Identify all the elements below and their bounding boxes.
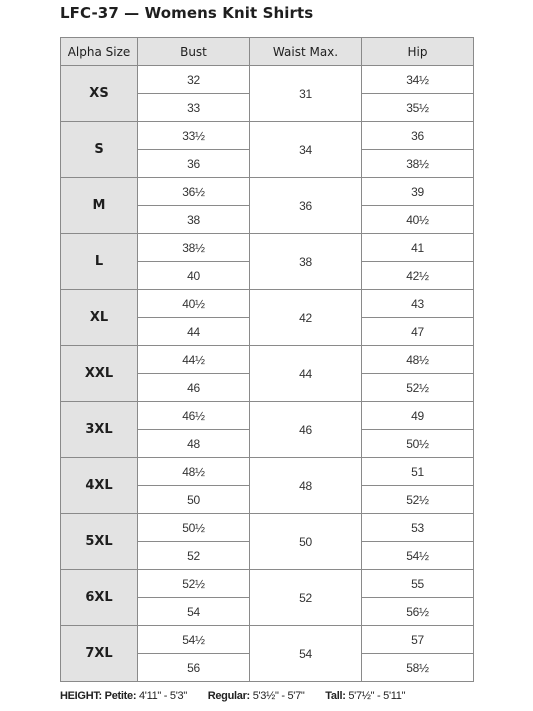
bust-cell: 38½	[138, 234, 250, 262]
page-title: LFC-37 — Womens Knit Shirts	[60, 4, 314, 22]
waist-cell: 46	[250, 402, 362, 458]
hip-cell: 52½	[362, 486, 474, 514]
bust-cell: 48½	[138, 458, 250, 486]
hip-cell: 57	[362, 626, 474, 654]
height-label: HEIGHT:	[60, 690, 102, 702]
bust-cell: 52½	[138, 570, 250, 598]
bust-cell: 44	[138, 318, 250, 346]
hip-cell: 55	[362, 570, 474, 598]
table-row	[61, 234, 474, 262]
bust-cell: 44½	[138, 346, 250, 374]
size-cell: XS	[61, 66, 138, 122]
table-row	[61, 514, 474, 542]
table-row	[61, 346, 474, 374]
size-cell: 4XL	[61, 458, 138, 514]
header-hip: Hip	[362, 38, 474, 66]
hip-cell: 41	[362, 234, 474, 262]
size-chart-table	[60, 37, 474, 682]
bust-cell: 38	[138, 206, 250, 234]
size-cell: XXL	[61, 346, 138, 402]
size-cell: L	[61, 234, 138, 290]
petite-value: 4'11" - 5'3"	[138, 690, 187, 702]
bust-cell: 33½	[138, 122, 250, 150]
bust-cell: 56	[138, 654, 250, 682]
waist-cell: 48	[250, 458, 362, 514]
size-cell: XL	[61, 290, 138, 346]
size-cell: 7XL	[61, 626, 138, 682]
table-row	[61, 66, 474, 94]
table-row	[61, 458, 474, 486]
table-row	[61, 122, 474, 150]
hip-cell: 38½	[362, 150, 474, 178]
bust-cell: 33	[138, 94, 250, 122]
hip-cell: 49	[362, 402, 474, 430]
bust-cell: 52	[138, 542, 250, 570]
header-alpha-size: Alpha Size	[61, 38, 138, 66]
size-cell: M	[61, 178, 138, 234]
hip-cell: 47	[362, 318, 474, 346]
header-row	[61, 38, 474, 66]
hip-cell: 52½	[362, 374, 474, 402]
hip-cell: 53	[362, 514, 474, 542]
regular-label: Regular:	[207, 690, 250, 702]
waist-cell: 50	[250, 514, 362, 570]
bust-cell: 40	[138, 262, 250, 290]
hip-cell: 48½	[362, 346, 474, 374]
hip-cell: 54½	[362, 542, 474, 570]
hip-cell: 39	[362, 178, 474, 206]
table-row	[61, 626, 474, 654]
hip-cell: 56½	[362, 598, 474, 626]
bust-cell: 50½	[138, 514, 250, 542]
waist-cell: 42	[250, 290, 362, 346]
bust-cell: 54	[138, 598, 250, 626]
hip-cell: 36	[362, 122, 474, 150]
bust-cell: 46½	[138, 402, 250, 430]
bust-cell: 32	[138, 66, 250, 94]
chart-body	[61, 66, 474, 682]
header-waist-max: Waist Max.	[250, 38, 362, 66]
tall-label: Tall:	[325, 690, 346, 702]
waist-cell: 36	[250, 178, 362, 234]
bust-cell: 36	[138, 150, 250, 178]
hip-cell: 42½	[362, 262, 474, 290]
height-footer	[60, 690, 405, 702]
bust-cell: 50	[138, 486, 250, 514]
bust-cell: 46	[138, 374, 250, 402]
size-cell: 3XL	[61, 402, 138, 458]
tall-value: 5'7½" - 5'11"	[348, 690, 406, 702]
bust-cell: 36½	[138, 178, 250, 206]
waist-cell: 52	[250, 570, 362, 626]
hip-cell: 34½	[362, 66, 474, 94]
size-cell: 6XL	[61, 570, 138, 626]
bust-cell: 40½	[138, 290, 250, 318]
hip-cell: 43	[362, 290, 474, 318]
waist-cell: 54	[250, 626, 362, 682]
table-row	[61, 402, 474, 430]
hip-cell: 51	[362, 458, 474, 486]
table-row	[61, 570, 474, 598]
hip-cell: 50½	[362, 430, 474, 458]
hip-cell: 40½	[362, 206, 474, 234]
size-cell: 5XL	[61, 514, 138, 570]
hip-cell: 35½	[362, 94, 474, 122]
bust-cell: 54½	[138, 626, 250, 654]
waist-cell: 38	[250, 234, 362, 290]
regular-value: 5'3½" - 5'7"	[252, 690, 305, 702]
size-cell: S	[61, 122, 138, 178]
hip-cell: 58½	[362, 654, 474, 682]
table-row	[61, 178, 474, 206]
header-bust: Bust	[138, 38, 250, 66]
table-row	[61, 290, 474, 318]
petite-label: Petite:	[104, 690, 137, 702]
bust-cell: 48	[138, 430, 250, 458]
waist-cell: 31	[250, 66, 362, 122]
waist-cell: 44	[250, 346, 362, 402]
waist-cell: 34	[250, 122, 362, 178]
